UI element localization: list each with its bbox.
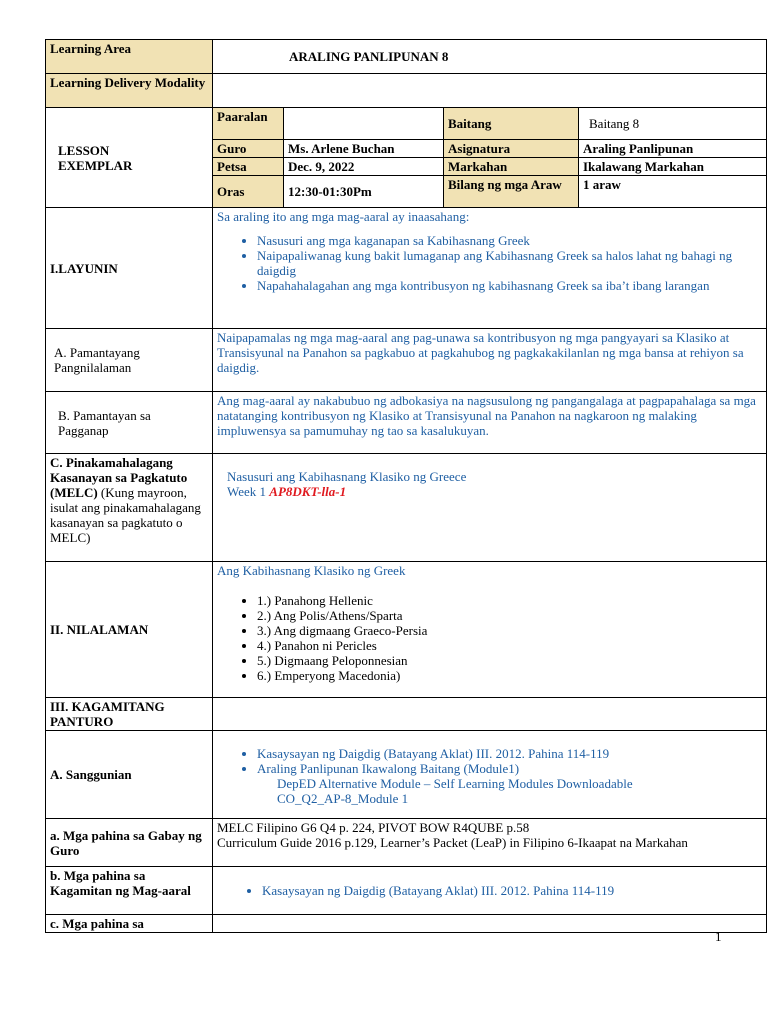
- layunin-label: I.LAYUNIN: [46, 208, 213, 329]
- list-item: • 2.) Ang Polis/Athens/Sparta: [257, 608, 762, 623]
- list-item: • Nasusuri ang mga kaganapan sa Kabihasnang Greek: [257, 233, 762, 248]
- sanggunian-list: [217, 746, 762, 776]
- list-item: • 5.) Digmaang Peloponnesian: [257, 653, 762, 668]
- pangnilalaman-label: [46, 329, 213, 392]
- kagamitan-label: III. KAGAMITANG PANTURO: [46, 698, 213, 731]
- pagganap-label: [46, 392, 213, 454]
- petsa-value: Dec. 9, 2022: [284, 158, 444, 176]
- baitang-label: Baitang: [444, 108, 579, 140]
- asignatura-label: Asignatura: [444, 140, 579, 158]
- markahan-value: Ikalawang Markahan: [579, 158, 767, 176]
- delivery-modality-label: Learning Delivery Modality: [46, 74, 213, 108]
- melc-code: AP8DKT-lla-1: [269, 484, 347, 499]
- oras-value: 12:30-01:30Pm: [284, 176, 444, 208]
- list-item: • Kasaysayan ng Daigdig (Batayang Aklat) III. 2012. Pahina 114-119: [262, 883, 762, 898]
- sanggunian-sub-1: DepED Alternative Module – Self Learning Modules Downloadable: [277, 776, 633, 791]
- layunin-content: [213, 208, 767, 329]
- list-item: • 1.) Panahong Hellenic: [257, 593, 762, 608]
- list-item: • 4.) Panahon ni Pericles: [257, 638, 762, 653]
- page-number: 1: [715, 929, 722, 944]
- melc-label: [46, 454, 213, 562]
- layunin-list: [217, 233, 762, 293]
- learning-area-label: Learning Area: [46, 40, 213, 74]
- kagamitan-mag-aaral-label: b. Mga pahina sa Kagamitan ng Mag-aaral: [46, 867, 213, 915]
- lesson-exemplar-label: [46, 108, 213, 208]
- oras-label: Oras: [213, 176, 284, 208]
- melc-content: [213, 454, 767, 562]
- kagamitan-value: [213, 698, 767, 731]
- paaralan-value: [284, 108, 444, 140]
- lesson-exemplar-text: LESSON EXEMPLAR: [58, 142, 133, 173]
- melc-label-bold: C. Pinakamahalagang Kasanayan sa Pagkatuto (MELC): [50, 455, 188, 500]
- gabay-content: [213, 819, 767, 867]
- nilalaman-title: Ang Kabihasnang Klasiko ng Greek: [217, 563, 406, 578]
- asignatura-value: Araling Panlipunan: [579, 140, 767, 158]
- petsa-label: Petsa: [213, 158, 284, 176]
- nilalaman-list: [217, 593, 762, 683]
- teksbuk-label: c. Mga pahina sa: [46, 915, 213, 933]
- list-item: • 3.) Ang digmaang Graeco-Persia: [257, 623, 762, 638]
- lesson-exemplar-table: [45, 39, 767, 933]
- guro-value: Ms. Arlene Buchan: [284, 140, 444, 158]
- bilang-label: Bilang ng mga Araw: [444, 176, 579, 208]
- kagamitan-mag-aaral-list: [217, 883, 762, 898]
- pagganap-text: Ang mag-aaral ay nakabubuo ng adbokasiya na nagsusulong ng pangangalaga at pagpapahalaga sa mga natatanging kontribusyon ng Klasiko at Transisyunal na Panahon na nagkaroon ng malaking impluwensya sa pamumuhay ng tao sa kasalukuyan.: [213, 392, 767, 454]
- list-item: • Kasaysayan ng Daigdig (Batayang Aklat) III. 2012. Pahina 114-119: [257, 746, 762, 761]
- list-item: • Araling Panlipunan Ikawalong Baitang (Module1): [257, 761, 762, 776]
- sanggunian-content: [213, 731, 767, 819]
- list-item: • 6.) Emperyong Macedonia): [257, 668, 762, 683]
- guro-label: Guro: [213, 140, 284, 158]
- melc-label-note: (Kung mayroon, isulat ang pinakamahalagang kasanayan sa pagkatuto o MELC): [50, 485, 201, 545]
- gabay-line-1: MELC Filipino G6 Q4 p. 224, PIVOT BOW R4QUBE p.58: [217, 820, 530, 835]
- gabay-line-2: Curriculum Guide 2016 p.129, Learner’s Packet (LeaP) in Filipino 6-Ikaapat na Markahan: [217, 835, 688, 850]
- pagganap-label-text: B. Pamantayan sa Pagganap: [58, 407, 151, 438]
- melc-week: Week 1: [227, 484, 267, 499]
- melc-week-line: [217, 484, 762, 499]
- baitang-value: Baitang 8: [579, 108, 767, 140]
- paaralan-label: Paaralan: [213, 108, 284, 140]
- kagamitan-mag-aaral-content: [213, 867, 767, 915]
- sanggunian-label: A. Sanggunian: [46, 731, 213, 819]
- pangnilalaman-text: Naipapamalas ng mga mag-aaral ang pag-unawa sa kontribusyon ng mga pangyayari sa Klasiko at Transisyunal na Panahon sa pagkabuo at pagkahubog ng pagkakakilanlan ng mga bansa at rehiyon sa daigdig.: [213, 329, 767, 392]
- sanggunian-sub-2: CO_Q2_AP-8_Module 1: [277, 791, 409, 806]
- markahan-label: Markahan: [444, 158, 579, 176]
- melc-text: Nasusuri ang Kabihasnang Klasiko ng Greece: [227, 469, 467, 484]
- pangnilalaman-label-text: A. Pamantayang Pangnilalaman: [54, 345, 140, 375]
- layunin-intro: Sa araling ito ang mga mag-aaral ay inaasahang:: [217, 209, 470, 224]
- nilalaman-content: [213, 562, 767, 698]
- teksbuk-value: [213, 915, 767, 933]
- delivery-modality-value: [213, 74, 767, 108]
- list-item: • Naipapaliwanag kung bakit lumaganap ang Kabihasnang Greek sa halos lahat ng bahagi ng daigdig: [257, 248, 762, 278]
- learning-area-value: ARALING PANLIPUNAN 8: [213, 40, 767, 74]
- list-item: • Napahahalagahan ang mga kontribusyon ng kabihasnang Greek sa iba’t ibang larangan: [257, 278, 762, 293]
- bilang-value: 1 araw: [579, 176, 767, 208]
- gabay-label: a. Mga pahina sa Gabay ng Guro: [46, 819, 213, 867]
- nilalaman-label: II. NILALAMAN: [46, 562, 213, 698]
